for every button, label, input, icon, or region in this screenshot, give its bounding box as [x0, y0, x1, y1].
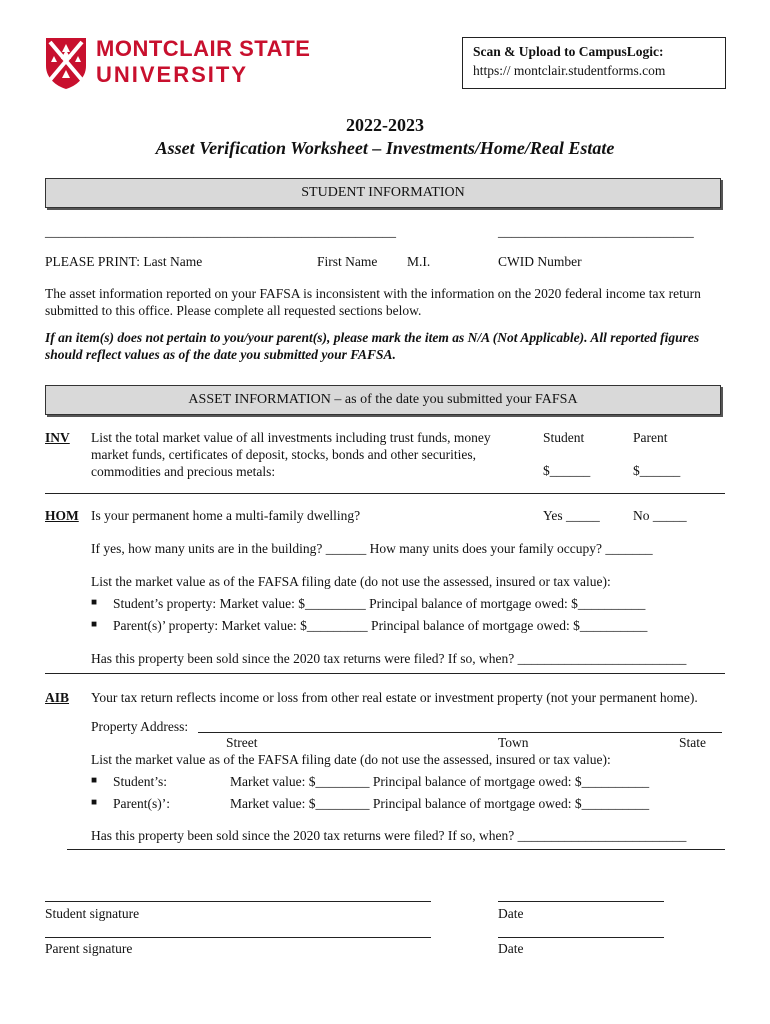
aib-code: AIB: [45, 690, 70, 705]
inv-text: List the total market value of all investments including trust funds, money market funds, certificates of deposit, stocks, bonds and other securities, commodities and precious metals:: [91, 430, 491, 479]
cwid-label: CWID Number: [498, 254, 582, 269]
bullet-icon: ■: [91, 775, 98, 786]
student-date-label: Date: [498, 906, 524, 921]
section-divider: [45, 493, 725, 494]
parent-signature-line[interactable]: [45, 937, 431, 938]
parent-date-line[interactable]: [498, 937, 664, 938]
mi-label: M.I.: [407, 254, 431, 269]
aib-market-intro: List the market value as of the FAFSA filing date (do not use the assessed, insured or tax value):: [91, 752, 611, 767]
name-line[interactable]: ____________________________________________________: [45, 224, 396, 239]
hom-student-property[interactable]: Student’s property: Market value: $_________ Principal balance of mortgage owed: $__________: [113, 596, 646, 611]
hom-code: HOM: [45, 508, 79, 523]
student-information-bar: [45, 178, 721, 208]
last-name-label: PLEASE PRINT: Last Name: [45, 254, 203, 269]
form-title: Asset Verification Worksheet – Investments/Home/Real Estate: [155, 138, 615, 158]
town-label: Town: [498, 735, 529, 750]
aib-parent-values[interactable]: Market value: $________ Principal balance of mortgage owed: $__________: [230, 796, 650, 811]
upload-title: Scan & Upload to CampusLogic:: [473, 44, 664, 59]
inv-code: INV: [45, 430, 70, 445]
hom-question: Is your permanent home a multi-family dwelling?: [91, 508, 361, 523]
aib-sold-question[interactable]: Has this property been sold since the 2020 tax returns were filed? If so, when? _________________________: [91, 828, 687, 843]
first-name-label: First Name: [317, 254, 378, 269]
section-divider: [67, 849, 725, 850]
logo-line-1: MONTCLAIR STATE: [96, 36, 311, 61]
university-logo: [44, 36, 344, 92]
asset-information-bar: [45, 385, 721, 415]
property-address-label: Property Address:: [91, 719, 189, 734]
hom-no[interactable]: No _____: [633, 508, 687, 523]
bullet-icon: ■: [91, 619, 98, 630]
aib-parent-label: Parent(s)’:: [113, 796, 170, 811]
upload-instructions-box: [462, 37, 726, 89]
hom-units-question[interactable]: If yes, how many units are in the building? ______ How many units does your family occupy? _______: [91, 541, 653, 556]
student-date-line[interactable]: [498, 901, 664, 902]
inv-parent-label: Parent: [633, 430, 668, 445]
student-signature-label: Student signature: [45, 906, 140, 921]
state-label: State: [679, 735, 706, 750]
inv-student-amount[interactable]: $______: [543, 463, 591, 478]
bullet-icon: ■: [91, 797, 98, 808]
student-information-label: STUDENT INFORMATION: [301, 185, 465, 200]
parent-signature-label: Parent signature: [45, 941, 133, 956]
parent-date-label: Date: [498, 941, 524, 956]
cwid-line[interactable]: _____________________________: [498, 224, 694, 239]
shield-crest-icon: [44, 36, 88, 90]
property-address-line[interactable]: [198, 732, 722, 733]
aib-student-values[interactable]: Market value: $________ Principal balance of mortgage owed: $__________: [230, 774, 650, 789]
asset-information-label: ASSET INFORMATION – as of the date you submitted your FAFSA: [188, 392, 578, 407]
street-label: Street: [226, 735, 258, 750]
form-year: 2022-2023: [346, 115, 424, 135]
hom-market-intro: List the market value as of the FAFSA filing date (do not use the assessed, insured or tax value):: [91, 574, 611, 589]
intro-paragraph: The asset information reported on your FAFSA is inconsistent with the information on the 2020 federal income tax return submitted to this office. Please complete all requested sections below.: [45, 286, 701, 318]
student-signature-line[interactable]: [45, 901, 431, 902]
bullet-icon: ■: [91, 597, 98, 608]
aib-text: Your tax return reflects income or loss from other real estate or investment property (not your permanent home).: [91, 690, 698, 705]
section-divider: [45, 673, 725, 674]
hom-yes[interactable]: Yes _____: [543, 508, 600, 523]
inv-parent-amount[interactable]: $______: [633, 463, 681, 478]
inv-student-label: Student: [543, 430, 585, 445]
hom-parent-property[interactable]: Parent(s)’ property: Market value: $_________ Principal balance of mortgage owed: $__________: [113, 618, 648, 633]
aib-student-label: Student’s:: [113, 774, 168, 789]
instructions-paragraph: If an item(s) does not pertain to you/your parent(s), please mark the item as N/A (Not Applicable). All reported figures should reflect values as of the date you submitted your FAFSA.: [45, 330, 700, 362]
logo-line-2: UNIVERSITY: [96, 62, 249, 87]
hom-sold-question[interactable]: Has this property been sold since the 2020 tax returns were filed? If so, when? _________________________: [91, 651, 687, 666]
upload-url: https:// montclair.studentforms.com: [473, 63, 666, 78]
